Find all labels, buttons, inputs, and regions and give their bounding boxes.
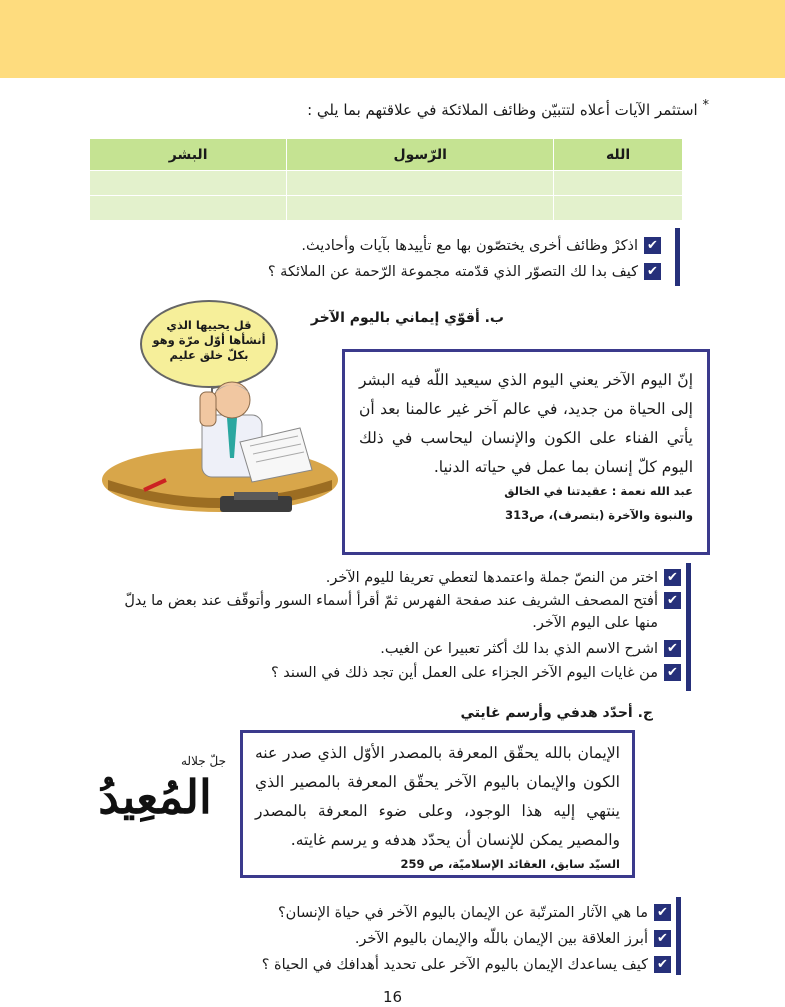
question-item — [380, 640, 681, 657]
intro-text: استثمر الآيات أعلاه لتتبيّن وظائف الملائكة في علاقتهم بما يلي : — [307, 101, 698, 119]
question-item — [271, 664, 681, 681]
question-item — [124, 592, 681, 609]
question-text: أبرز العلاقة بين الإيمان باللّه والإيمان باليوم الآخر. — [354, 930, 648, 947]
table-cell[interactable] — [554, 196, 683, 221]
question-item — [301, 237, 661, 254]
page-number: 16 — [382, 988, 403, 1006]
table-header-messenger: الرّسول — [287, 139, 554, 171]
question-bar — [676, 897, 681, 975]
table-cell[interactable] — [554, 171, 683, 196]
top-color-band — [0, 0, 785, 78]
section-c-heading: ج. أحدّد هدفي وأرسم غايتي — [460, 705, 653, 721]
checkmark-icon: ✔ — [664, 592, 681, 609]
table-cell[interactable] — [90, 171, 287, 196]
quote-text: إنّ اليوم الآخر يعني اليوم الذي سيعيد اللّه فيه البشر إلى الحياة من جديد، في عالم آخر غير عالمنا بعد أن يأتي الفناء على الكون والإنسان ليحاسب في ذلك اليوم كلّ إنسان بما عمل في حياته الدنيا. — [359, 371, 693, 476]
checkmark-icon: ✔ — [644, 263, 661, 280]
calligraphy-subtitle: جلّ جلاله — [181, 754, 226, 768]
question-item — [262, 956, 671, 973]
question-text: اذكرْ وظائف أخرى يختصّون بها مع تأييدها بآيات وأحاديث. — [301, 237, 638, 254]
thinking-man-illustration — [100, 330, 340, 520]
question-item-continuation — [532, 615, 658, 631]
quote-text: الإيمان بالله يحقّق المعرفة بالمصدر الأوّل الذي صدر عنه الكون والإيمان باليوم الآخر يحقّق المعرفة بالمصير الذي ينتهي إليه هذا الوجود، وعلى ضوء المعرفة بالمصدر والمصير يمكن للإنسان أن يحدّد هدفه و يرسم غايته. — [255, 744, 620, 849]
question-text: من غايات اليوم الآخر الجزاء على العمل أين تجد ذلك في السند ؟ — [270, 664, 658, 681]
table-row — [90, 196, 683, 221]
checkmark-icon: ✔ — [654, 956, 671, 973]
calligraphy-al-muid — [80, 752, 230, 862]
table-cell[interactable] — [287, 196, 554, 221]
checkmark-icon: ✔ — [664, 640, 681, 657]
question-text: أفتح المصحف الشريف عند صفحة الفهرس ثمّ أقرأ أسماء السور وأتوقّف عند بعض ما يدلّ — [124, 592, 658, 609]
question-text: كيف يساعدك الإيمان باليوم الآخر على تحديد أهدافك في الحياة ؟ — [261, 956, 648, 973]
quote-source: عبد الله نعمة : عقيدتنا في الخالق — [504, 484, 693, 498]
question-item — [268, 263, 661, 280]
table-cell[interactable] — [90, 196, 287, 221]
checkmark-icon: ✔ — [654, 904, 671, 921]
table-cell[interactable] — [287, 171, 554, 196]
question-item — [355, 930, 671, 947]
bubble-line: قل يحييها الذي — [166, 318, 252, 332]
checkmark-icon: ✔ — [664, 569, 681, 586]
angels-functions-table — [89, 138, 683, 221]
quote-box-goal — [240, 730, 635, 878]
calligraphy-word: المُعِيدُ — [98, 770, 212, 824]
bubble-line: أنشأها أوّل مرّة وهو — [152, 333, 266, 347]
checkmark-icon: ✔ — [664, 664, 681, 681]
question-text: كيف بدا لك التصوّر الذي قدّمته مجموعة الرّحمة عن الملائكة ؟ — [267, 263, 638, 280]
quote-box-last-day — [342, 349, 710, 555]
table-row — [90, 171, 683, 196]
question-text: اختر من النصّ جملة واعتمدها لتعطي تعريفا لليوم الآخر. — [325, 569, 658, 586]
table-header-row — [90, 139, 683, 171]
section-b-heading: ب. أقوّي إيماني باليوم الآخر — [310, 310, 504, 326]
quote-source: والنبوة والآخرة (بتصرف)، ص313 — [505, 508, 693, 522]
question-text: اشرح الاسم الذي بدا لك أكثر تعبيرا عن الغيب. — [380, 640, 658, 657]
question-text: منها على اليوم الآخر. — [532, 615, 658, 631]
question-bar — [675, 228, 680, 286]
question-item — [278, 904, 671, 921]
asterisk-marker: * — [702, 98, 709, 113]
checkmark-icon: ✔ — [654, 930, 671, 947]
question-text: ما هي الآثار المترتّبة عن الإيمان باليوم الآخر في حياة الإنسان؟ — [277, 904, 648, 921]
table-header-humans: البشر — [90, 139, 287, 171]
question-item — [326, 569, 681, 586]
table-header-allah: الله — [554, 139, 683, 171]
intro-instruction — [307, 98, 709, 119]
question-bar — [686, 563, 691, 691]
bubble-line: بكلّ خلق عليم — [169, 348, 249, 362]
quote-source: السيّد سابق، العقائد الإسلاميّة، ص 259 — [400, 857, 620, 871]
checkmark-icon: ✔ — [644, 237, 661, 254]
